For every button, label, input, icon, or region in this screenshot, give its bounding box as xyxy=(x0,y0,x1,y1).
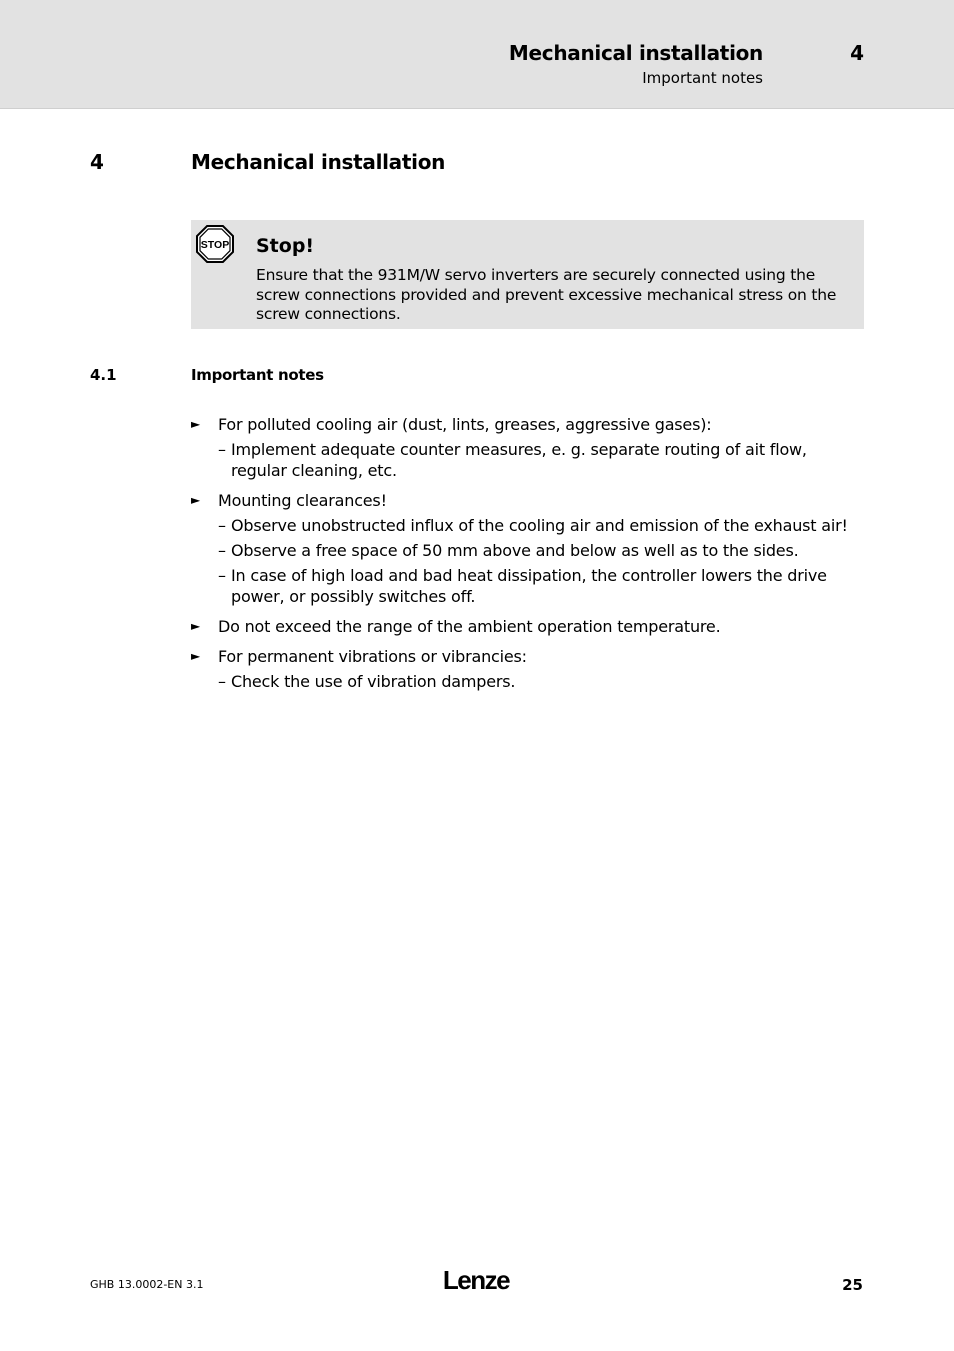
footer-version: 3.1 xyxy=(186,1278,204,1291)
note-text xyxy=(191,646,861,667)
note-subitem-text: Observe unobstructed influx of the cooling air and emission of the exhaust air! xyxy=(231,516,848,535)
header-section-title: Important notes xyxy=(642,69,763,87)
note-text-content: For polluted cooling air (dust, lints, greases, aggressive gases): xyxy=(218,415,712,434)
note-subitem xyxy=(218,565,861,607)
stop-sign-text: STOP xyxy=(200,239,230,251)
heading1-number: 4 xyxy=(90,150,104,174)
note-subitem xyxy=(218,515,861,536)
note-text-content: Mounting clearances! xyxy=(218,491,387,510)
header-chapter-title: Mechanical installation xyxy=(508,41,763,65)
note-text-content: Do not exceed the range of the ambient operation temperature. xyxy=(218,617,721,636)
dash-marker: – xyxy=(218,440,226,459)
dash-marker: – xyxy=(218,516,226,535)
note-sublist xyxy=(191,515,861,607)
note-subitem-text: In case of high load and bad heat dissipation, the controller lowers the drive power, or possibly switches off. xyxy=(231,566,827,606)
bullet-arrow-icon: ► xyxy=(191,649,201,663)
note-item xyxy=(191,646,861,692)
heading2-title: Important notes xyxy=(191,366,324,384)
notes-list xyxy=(191,414,861,701)
stop-title: Stop! xyxy=(256,235,315,257)
header-chapter-number: 4 xyxy=(850,41,864,65)
bullet-arrow-icon: ► xyxy=(191,493,201,507)
page-header xyxy=(0,0,954,109)
note-subitem-text: Observe a free space of 50 mm above and below as well as to the sides. xyxy=(231,541,799,560)
note-text xyxy=(191,414,861,435)
lenze-logo xyxy=(436,1266,516,1294)
dash-marker: – xyxy=(218,672,226,691)
note-subitem xyxy=(218,439,861,481)
stop-sign-icon xyxy=(196,225,234,263)
note-text xyxy=(191,616,861,637)
stop-text: Ensure that the 931M/W servo inverters are securely connected using the screw connections provided and prevent excessive mechanical stress on the screw connections. xyxy=(256,266,837,323)
note-subitem-text: Check the use of vibration dampers. xyxy=(231,672,516,691)
heading1-title: Mechanical installation xyxy=(191,150,446,174)
bullet-arrow-icon: ► xyxy=(191,619,201,633)
footer-doc-code: GHB 13.0002-EN xyxy=(90,1278,183,1291)
dash-marker: – xyxy=(218,566,226,585)
note-subitem xyxy=(218,671,861,692)
heading2-number: 4.1 xyxy=(90,366,117,384)
note-subitem-text: Implement adequate counter measures, e. g. separate routing of ait flow, regular cleaning, etc. xyxy=(231,440,807,480)
footer-page-number: 25 xyxy=(842,1276,863,1294)
note-sublist xyxy=(191,439,861,481)
bullet-arrow-icon: ► xyxy=(191,417,201,431)
note-subitem xyxy=(218,540,861,561)
note-item xyxy=(191,616,861,637)
lenze-logo-text: Lenze xyxy=(442,1266,510,1294)
dash-marker: – xyxy=(218,541,226,560)
note-text-content: For permanent vibrations or vibrancies: xyxy=(218,647,527,666)
note-text xyxy=(191,490,861,511)
note-item xyxy=(191,490,861,607)
note-item xyxy=(191,414,861,481)
stop-notice xyxy=(191,220,864,329)
note-sublist xyxy=(191,671,861,692)
